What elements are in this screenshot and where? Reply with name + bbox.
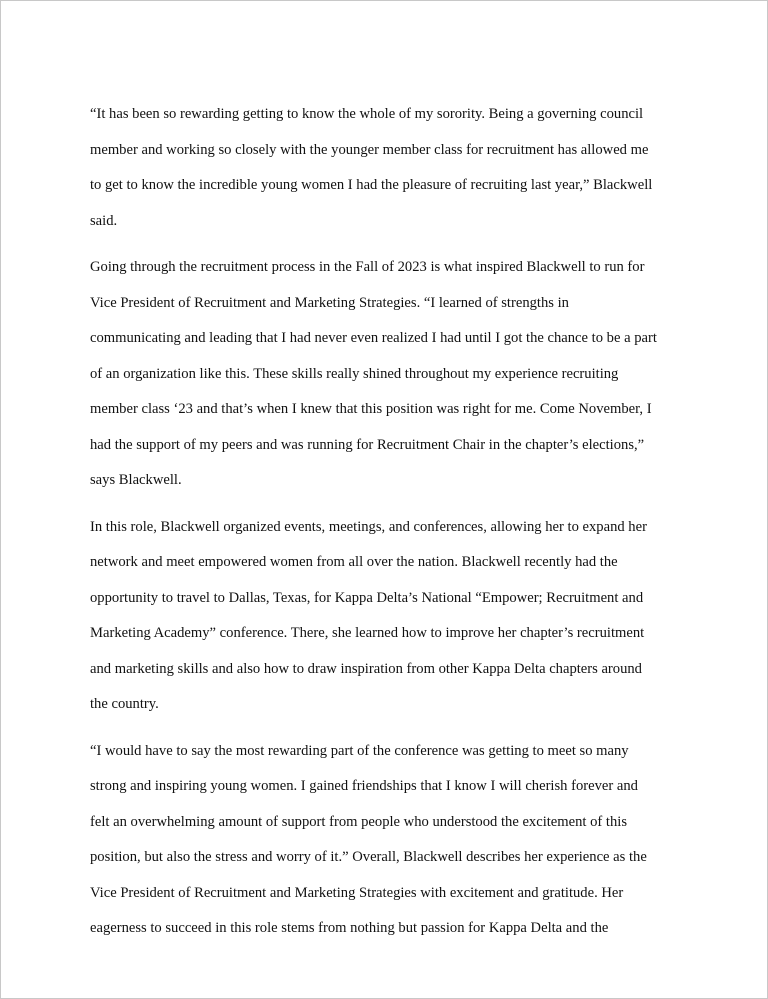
text-line: Vice President of Recruitment and Marketing Strategies. “I learned of strengths in: [90, 294, 569, 311]
text-line: strong and inspiring young women. I gained friendships that I know I will cherish forever and: [90, 778, 638, 794]
text-line: “I would have to say the most rewarding part of the conference was getting to meet so many: [90, 742, 629, 759]
text-line: communicating and leading that I had never even realized I had until I got the chance to be a part: [90, 330, 657, 346]
text-line: “It has been so rewarding getting to know the whole of my sorority. Being a governing council: [90, 106, 644, 122]
text-line: Going through the recruitment process in the Fall of 2023 is what inspired Blackwell to run for: [90, 259, 645, 275]
document-body: [90, 104, 690, 965]
text-line: the country.: [90, 696, 159, 712]
text-line: Marketing Academy” conference. There, she learned how to improve her chapter’s recruitment: [90, 625, 645, 641]
text-line: member and working so closely with the younger member class for recruitment has allowed me: [90, 141, 649, 158]
text-line: position, but also the stress and worry of it.” Overall, Blackwell describes her experience as the: [90, 849, 647, 865]
paragraph-4: [90, 741, 690, 954]
text-line: opportunity to travel to Dallas, Texas, for Kappa Delta’s National “Empower; Recruitment and: [90, 589, 644, 606]
text-line: said.: [90, 212, 118, 229]
text-line: to get to know the incredible young women I had the pleasure of recruiting last year,” Blackwell: [90, 177, 653, 193]
text-line: member class ‘23 and that’s when I knew that this position was right for me. Come November, I: [90, 401, 652, 417]
text-line: and marketing skills and also how to draw inspiration from other Kappa Delta chapters around: [90, 660, 642, 677]
paragraph-1: [90, 104, 690, 246]
text-line: network and meet empowered women from all over the nation. Blackwell recently had the: [90, 554, 618, 570]
text-line: felt an overwhelming amount of support from people who understood the excitement of this: [90, 813, 628, 830]
paragraph-2: [90, 257, 690, 506]
text-line: eagerness to succeed in this role stems from nothing but passion for Kappa Delta and the: [90, 920, 609, 936]
text-line: says Blackwell.: [90, 472, 182, 488]
text-line: had the support of my peers and was running for Recruitment Chair in the chapter’s elections,”: [90, 436, 645, 453]
text-line: Vice President of Recruitment and Marketing Strategies with excitement and gratitude. Her: [90, 884, 624, 901]
text-line: of an organization like this. These skills really shined throughout my experience recruiting: [90, 365, 619, 382]
paragraph-3: [90, 517, 690, 730]
text-line: In this role, Blackwell organized events, meetings, and conferences, allowing her to expand her: [90, 518, 647, 535]
